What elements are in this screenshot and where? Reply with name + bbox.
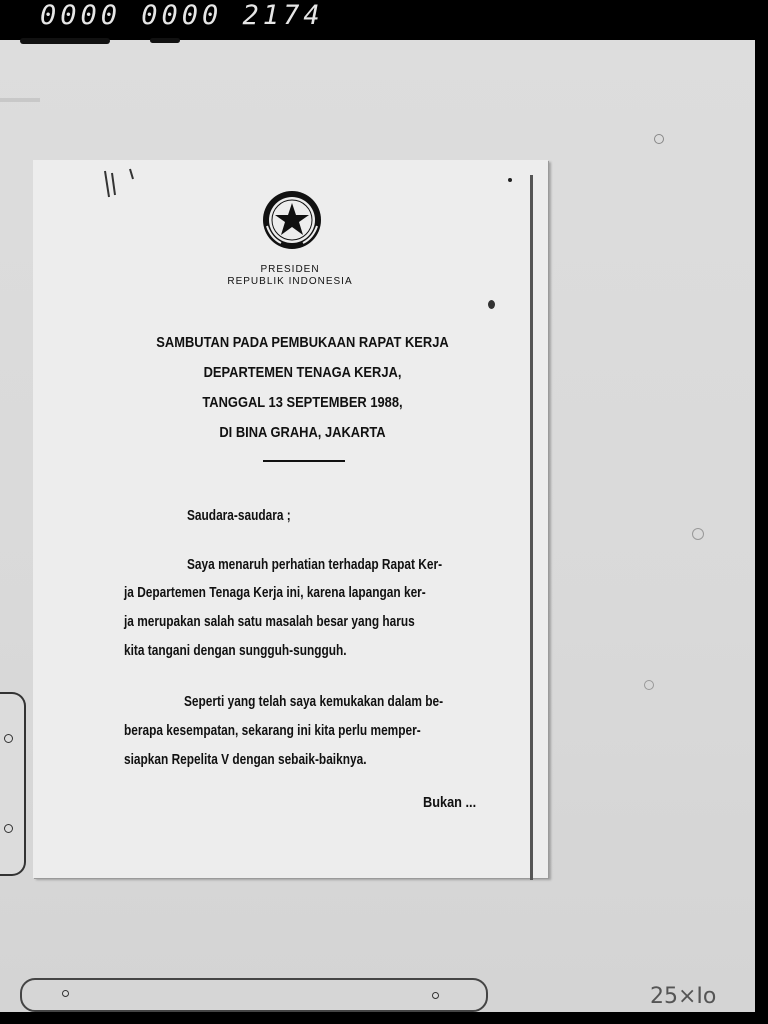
- garuda-star-emblem-icon: [259, 190, 325, 252]
- film-smudge: [20, 38, 110, 44]
- film-dust: [644, 680, 654, 690]
- salutation: Saudara-saudara ;: [187, 508, 291, 524]
- edge-mark: [0, 98, 40, 102]
- paragraph-line: berapa kesempatan, sekarang ini kita perlu memper-: [124, 723, 421, 739]
- paragraph-line: ja Departemen Tenaga Kerja ini, karena lapangan ker-: [124, 585, 426, 601]
- letterhead-line2: REPUBLIK INDONESIA: [227, 276, 353, 287]
- paragraph-line: Saya menaruh perhatian terhadap Rapat Ker-: [187, 557, 443, 573]
- clip-hole: [4, 824, 13, 833]
- page-edge-shadow: [530, 175, 533, 880]
- ink-marks: [100, 165, 150, 205]
- heading-line: TANGGAL 13 SEPTEMBER 1988,: [202, 394, 403, 411]
- slot-hole: [62, 990, 69, 997]
- film-smudge: [150, 38, 180, 43]
- frame-counter: 0000 0000 2174: [40, 0, 324, 31]
- heading-line: DI BINA GRAHA, JAKARTA: [219, 424, 386, 441]
- film-clip-handle: [0, 692, 26, 876]
- film-border: [0, 1012, 768, 1024]
- film-dust: [692, 528, 704, 540]
- heading-line: DEPARTEMEN TENAGA KERJA,: [203, 364, 402, 381]
- ink-speck: [488, 300, 495, 309]
- letterhead-line1: PRESIDEN: [260, 264, 320, 275]
- reduction-ratio: 25×Io: [650, 984, 717, 1009]
- film-dust: [654, 134, 664, 144]
- paragraph-line: kita tangani dengan sungguh-sungguh.: [124, 643, 347, 659]
- slot-hole: [432, 992, 439, 999]
- ink-speck: [508, 178, 512, 182]
- paragraph-line: Seperti yang telah saya kemukakan dalam be-: [184, 694, 444, 710]
- film-slot: [20, 978, 488, 1012]
- film-border: [755, 40, 768, 1024]
- continuation-text: Bukan ...: [423, 794, 477, 811]
- heading-line: SAMBUTAN PADA PEMBUKAAN RAPAT KERJA: [156, 334, 449, 351]
- clip-hole: [4, 734, 13, 743]
- paragraph-line: ja merupakan salah satu masalah besar yang harus: [124, 614, 415, 630]
- paragraph-line: siapkan Repelita V dengan sebaik-baiknya.: [124, 752, 367, 768]
- heading-divider: [263, 460, 345, 462]
